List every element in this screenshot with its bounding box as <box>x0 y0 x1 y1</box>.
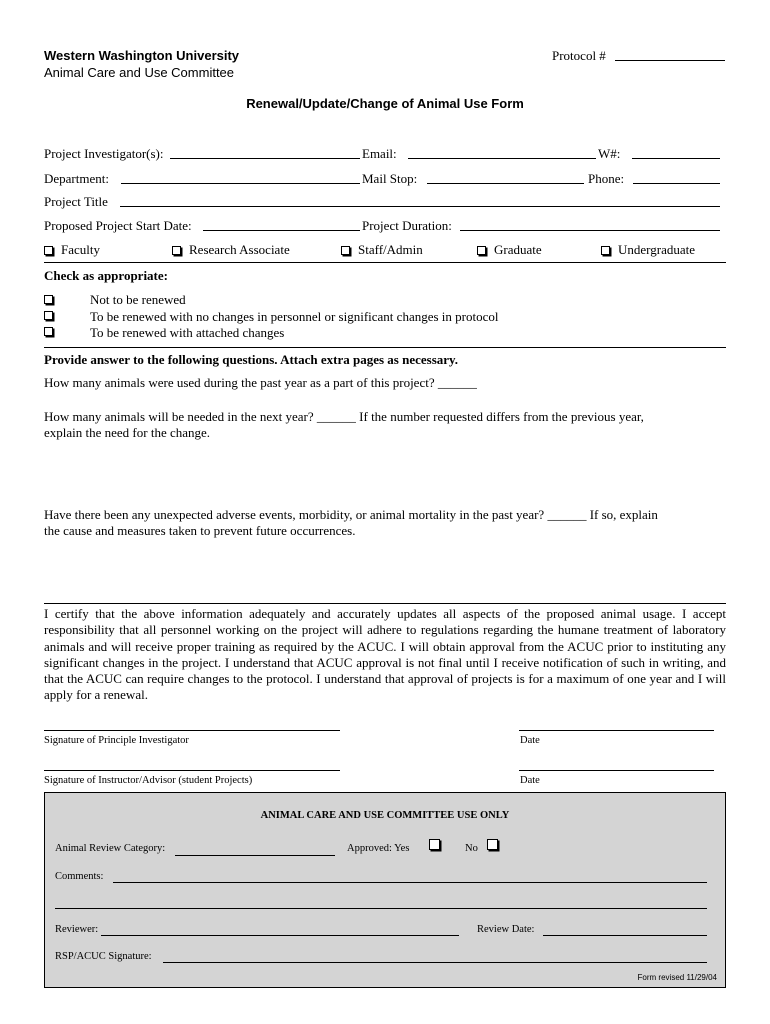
duration-label: Project Duration: <box>362 218 452 233</box>
review-category-label: Animal Review Category: <box>55 843 166 854</box>
checkbox-icon[interactable] <box>341 246 350 255</box>
review-category-field[interactable] <box>175 855 335 856</box>
department-label: Department: <box>44 171 109 186</box>
question-animals-used: How many animals were used during the past year as a part of this project? ______ <box>44 375 477 390</box>
phone-label: Phone: <box>588 171 625 186</box>
phone-field[interactable] <box>633 183 720 184</box>
checkbox-icon[interactable] <box>44 327 53 336</box>
review-date-field[interactable] <box>543 935 707 936</box>
question-adverse-events-2: the cause and measures taken to prevent future occurrences. <box>44 523 356 538</box>
pi-date-field[interactable] <box>519 730 714 731</box>
w-number-field[interactable] <box>632 158 720 159</box>
email-field[interactable] <box>408 158 596 159</box>
review-date-label: Review Date: <box>477 924 535 935</box>
option-renewed-no-changes: To be renewed with no changes in personnel or significant changes in protocol <box>90 309 499 324</box>
pi-signature-label: Signature of Principle Investigator <box>44 735 189 746</box>
checkbox-icon[interactable] <box>601 246 610 255</box>
question-animals-needed: How many animals will be needed in the next year? ______ If the number requested differs from the previous year, <box>44 409 644 424</box>
comments-label: Comments: <box>55 871 104 882</box>
investigators-label: Project Investigator(s): <box>44 146 164 161</box>
protocol-label: Protocol # <box>552 48 606 63</box>
department-field[interactable] <box>121 183 360 184</box>
mail-stop-field[interactable] <box>427 183 584 184</box>
start-date-label: Proposed Project Start Date: <box>44 218 192 233</box>
duration-field[interactable] <box>460 230 720 231</box>
advisor-date-label: Date <box>520 775 540 786</box>
rsp-signature-label: RSP/ACUC Signature: <box>55 951 152 962</box>
certification-statement: I certify that the above information adequately and accurately updates all aspects of the proposed animal usage. I accept responsibility that all personnel working on the project will adhere to regulations regarding the humane treatment of laboratory animals and will receive proper training as required by the ACUC. I will obtain approval from the ACUC prior to instituting any significant changes in the project. I understand that ACUC approval is not final until I receive notification of such in writing, and that the ACUC can require changes to the protocol. I understand that approval of projects is for a maximum of one year and I will apply for a renewal. <box>44 606 726 703</box>
committee-box-title: ANIMAL CARE AND USE COMMITTEE USE ONLY <box>260 810 510 821</box>
university-name: Western Washington University <box>44 48 240 63</box>
checkbox-icon[interactable] <box>44 311 53 320</box>
advisor-signature-label: Signature of Instructor/Advisor (student Projects) <box>44 775 253 786</box>
pi-date-label: Date <box>520 735 540 746</box>
divider <box>44 262 726 263</box>
approved-label: Approved: Yes <box>347 843 410 854</box>
protocol-number-field[interactable] <box>615 60 725 61</box>
comments-field-2[interactable] <box>55 908 707 909</box>
pi-signature-field[interactable] <box>44 730 340 731</box>
comments-field[interactable] <box>113 882 707 883</box>
approved-yes-checkbox[interactable] <box>429 839 440 850</box>
checkbox-icon[interactable] <box>44 295 53 304</box>
questions-heading: Provide answer to the following questions. Attach extra pages as necessary. <box>44 352 459 367</box>
reviewer-label: Reviewer: <box>55 924 99 935</box>
option-renewed-with-changes: To be renewed with attached changes <box>90 325 285 340</box>
question-animals-needed-2: explain the need for the change. <box>44 425 211 440</box>
question-adverse-events: Have there been any unexpected adverse events, morbidity, or animal mortality in the past year? ______ If so, explain <box>44 507 658 522</box>
email-label: Email: <box>362 146 397 161</box>
checkbox-icon[interactable] <box>477 246 486 255</box>
rsp-signature-field[interactable] <box>163 962 707 963</box>
approved-no-checkbox[interactable] <box>487 839 498 850</box>
role-staff-admin[interactable]: Staff/Admin <box>341 242 423 258</box>
committee-use-box <box>44 792 726 988</box>
investigators-field[interactable] <box>170 158 360 159</box>
divider <box>44 603 726 604</box>
role-research-associate[interactable]: Research Associate <box>172 242 290 258</box>
advisor-signature-field[interactable] <box>44 770 340 771</box>
mail-stop-label: Mail Stop: <box>362 171 418 186</box>
form-title: Renewal/Update/Change of Animal Use Form <box>246 96 524 111</box>
reviewer-field[interactable] <box>101 935 459 936</box>
form-revised: Form revised 11/29/04 <box>637 973 717 982</box>
checkbox-icon[interactable] <box>44 246 53 255</box>
option-not-renewed: Not to be renewed <box>90 292 186 307</box>
role-faculty[interactable]: Faculty <box>44 242 100 258</box>
start-date-field[interactable] <box>203 230 360 231</box>
advisor-date-field[interactable] <box>519 770 714 771</box>
role-undergraduate[interactable]: Undergraduate <box>601 242 695 258</box>
check-heading: Check as appropriate: <box>44 268 168 283</box>
checkbox-icon[interactable] <box>172 246 181 255</box>
project-title-field[interactable] <box>120 206 720 207</box>
role-graduate[interactable]: Graduate <box>477 242 542 258</box>
committee-name: Animal Care and Use Committee <box>44 65 235 80</box>
approved-no-label: No <box>465 843 478 854</box>
project-title-label: Project Title <box>44 194 108 209</box>
divider <box>44 347 726 348</box>
w-number-label: W#: <box>598 146 621 161</box>
